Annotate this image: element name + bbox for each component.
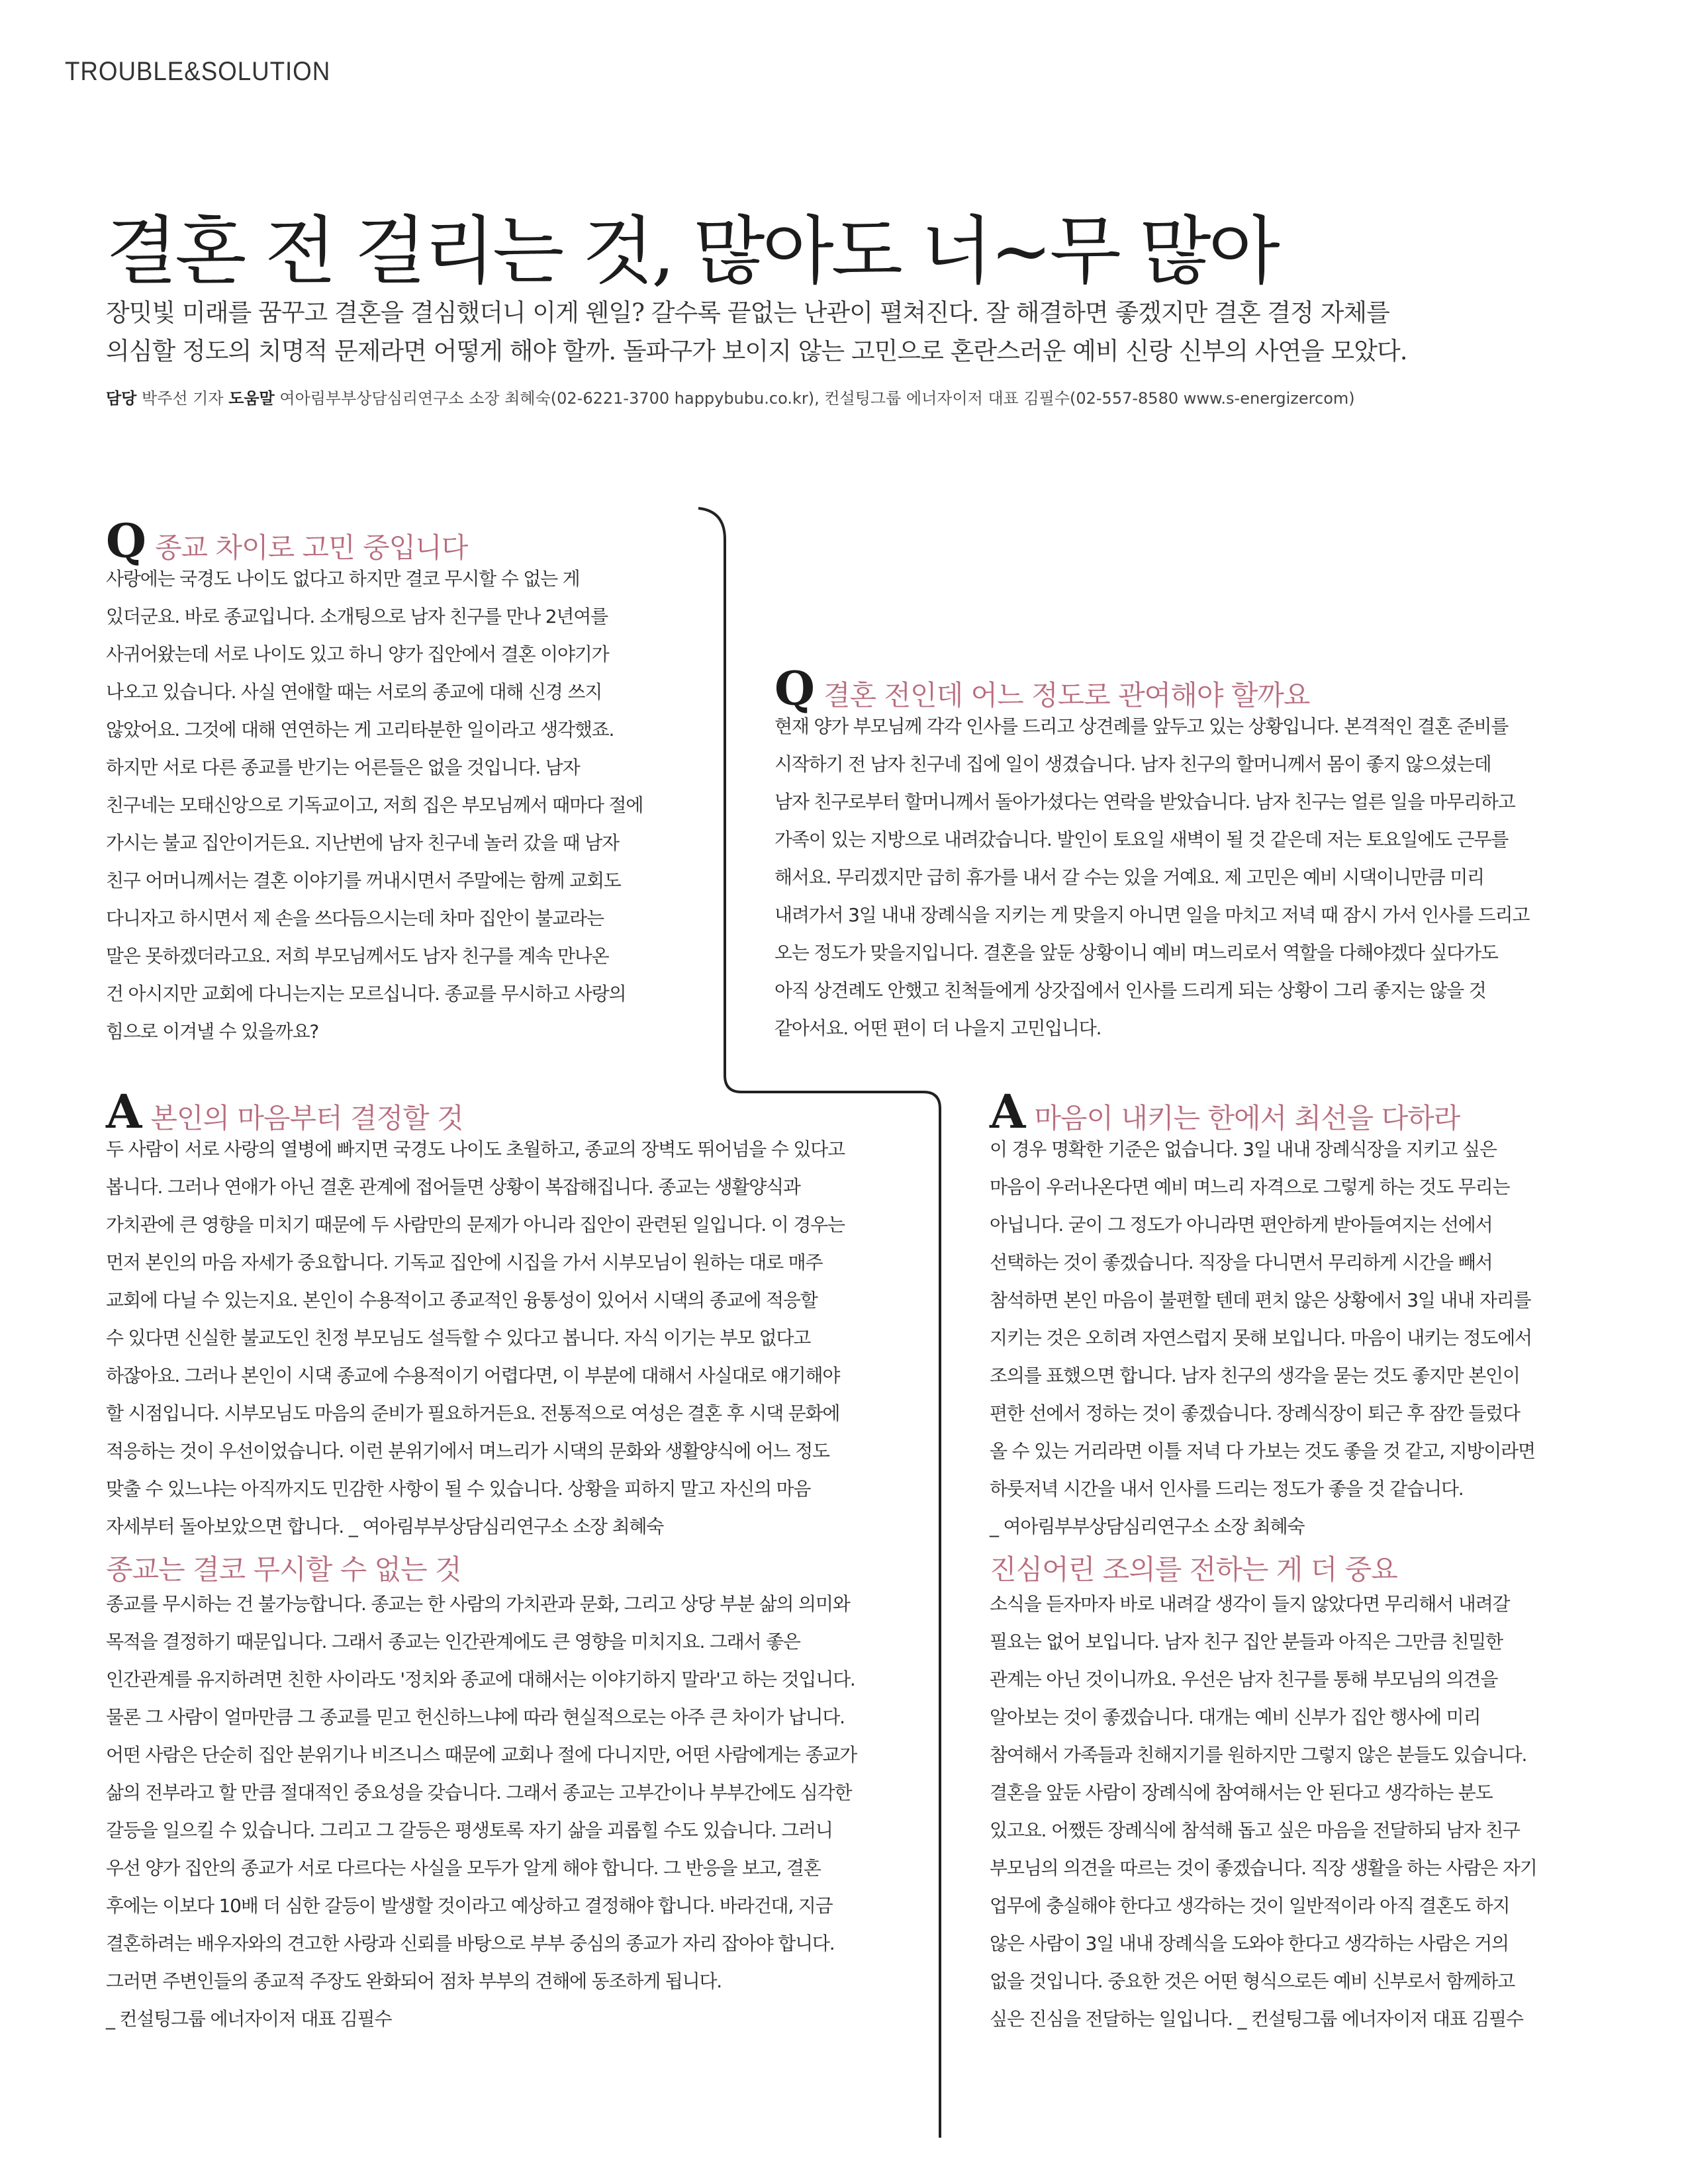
text-line: 할 시점입니다. 시부모님도 마음의 준비가 필요하거든요. 전통적으로 여성은 결혼 후 시댁 문화에 xyxy=(106,1402,840,1424)
text-line: 물론 그 사람이 얼마만큼 그 종교를 믿고 헌신하느냐에 따라 현실적으로는 아주 큰 차이가 납니다. xyxy=(106,1706,845,1728)
text-line: 교회에 다닐 수 있는지요. 본인이 수용적이고 종교적인 융통성이 있어서 시댁의 종교에 적응할 xyxy=(106,1289,818,1311)
answer-2-second-heading xyxy=(990,1548,1605,1585)
text-line: 올 수 있는 거리라면 이틀 저녁 다 가보는 것도 좋을 것 같고, 지방이라면 xyxy=(990,1440,1535,1462)
text-line: 가시는 불교 집안이거든요. 지난번에 남자 친구네 놀러 갔을 때 남자 xyxy=(106,832,619,854)
text-line: 않았어요. 그것에 대해 연연하는 게 고리타분한 일이라고 생각했죠. xyxy=(106,719,614,741)
text-line: 않은 사람이 3일 내내 장례식을 도와야 한다고 생각하는 사람은 거의 xyxy=(990,1933,1509,1954)
credit-advisors: 여아림부부상담심리연구소 소장 최혜숙(02-6221-3700 happybubu.co.kr), 컨설팅그룹 에너자이저 대표 김필수(02-557-8580 www.s-energizercom) xyxy=(274,389,1355,408)
text-line: 하룻저녁 시간을 내서 인사를 드리는 정도가 좋을 것 같습니다. xyxy=(990,1478,1464,1500)
text-line: 봅니다. 그러나 연애가 아닌 결혼 관계에 접어들면 상황이 복잡해집니다. 종교는 생활양식과 xyxy=(106,1176,800,1198)
answer-1-second-title: 종교는 결코 무시할 수 없는 것 xyxy=(106,1553,461,1586)
text-line: _ 여아림부부상담심리연구소 소장 최혜숙 xyxy=(990,1516,1305,1537)
question-1-title: 종교 차이로 고민 중입니다 xyxy=(154,531,468,564)
question-1-heading xyxy=(106,514,702,569)
question-1-body xyxy=(106,560,702,1050)
text-line: 어떤 사람은 단순히 집안 분위기나 비즈니스 때문에 교회나 절에 다니지만, 어떤 사람에게는 종교가 xyxy=(106,1744,857,1766)
text-line: 먼저 본인의 마음 자세가 중요합니다. 기독교 집안에 시집을 가서 시부모님이 원하는 대로 매주 xyxy=(106,1251,823,1273)
text-line: 건 아시지만 교회에 다니는지는 모르십니다. 종교를 무시하고 사랑의 xyxy=(106,983,626,1005)
question-2-heading xyxy=(774,661,1595,716)
text-line: 선택하는 것이 좋겠습니다. 직장을 다니면서 무리하게 시간을 빼서 xyxy=(990,1251,1493,1273)
text-line: 결혼하려는 배우자와의 견고한 사랑과 신뢰를 바탕으로 부부 중심의 종교가 자리 잡아야 합니다. xyxy=(106,1933,835,1954)
text-line: 다니자고 하시면서 제 손을 쓰다듬으시는데 차마 집안이 불교라는 xyxy=(106,907,604,929)
text-line: 관계는 아닌 것이니까요. 우선은 남자 친구를 통해 부모님의 의견을 xyxy=(990,1668,1498,1690)
text-line: 인간관계를 유지하려면 친한 사이라도 '정치와 종교에 대해서는 이야기하지 말라'고 하는 것입니다. xyxy=(106,1668,855,1690)
text-line: 현재 양가 부모님께 각각 인사를 드리고 상견례를 앞두고 있는 상황입니다. 본격적인 결혼 준비를 xyxy=(774,715,1509,737)
text-line: 남자 친구로부터 할머니께서 돌아가셨다는 연락을 받았습니다. 남자 친구는 얼른 일을 마무리하고 xyxy=(774,791,1515,813)
text-line: 후에는 이보다 10배 더 심한 갈등이 발생할 것이라고 예상하고 결정해야 합니다. 바라건대, 지금 xyxy=(106,1895,833,1917)
text-line: 이 경우 명확한 기준은 없습니다. 3일 내내 장례식장을 지키고 싶은 xyxy=(990,1138,1497,1160)
text-line: 우선 양가 집안의 종교가 서로 다르다는 사실을 모두가 알게 해야 합니다. 그 반응을 보고, 결혼 xyxy=(106,1857,821,1879)
text-line: 내려가서 3일 내내 장례식을 지키는 게 맞을지 아니면 일을 마치고 저녁 때 잠시 가서 인사를 드리고 xyxy=(774,904,1530,926)
text-line: 오는 정도가 맞을지입니다. 결혼을 앞둔 상황이니 예비 며느리로서 역할을 다해야겠다 싶다가도 xyxy=(774,942,1498,964)
page-title: 결혼 전 걸리는 것, 많아도 너~무 많아 xyxy=(106,208,1278,295)
section-label: TROUBLE&SOLUTION xyxy=(65,57,331,86)
answer-2-second-body xyxy=(990,1585,1605,2038)
text-line: 수 있다면 신실한 불교도인 친정 부모님도 설득할 수 있다고 봅니다. 자식 이기는 부모 없다고 xyxy=(106,1327,811,1349)
text-line: 업무에 충실해야 한다고 생각하는 것이 일반적이라 아직 결혼도 하지 xyxy=(990,1895,1510,1917)
text-line: 적응하는 것이 우선이었습니다. 이런 분위기에서 며느리가 시댁의 문화와 생활양식에 어느 정도 xyxy=(106,1440,829,1462)
text-line: 해서요. 무리겠지만 급히 휴가를 내서 갈 수는 있을 거예요. 제 고민은 예비 시댁이니만큼 미리 xyxy=(774,866,1484,888)
text-line: 말은 못하겠더라고요. 저희 부모님께서도 남자 친구를 계속 만나온 xyxy=(106,945,609,967)
lead-line: 장밋빛 미래를 꿈꾸고 결혼을 결심했더니 이게 웬일? 갈수록 끝없는 난관이 펼쳐진다. 잘 해결하면 좋겠지만 결혼 결정 자체를 xyxy=(106,298,1389,327)
text-line: 시작하기 전 남자 친구네 집에 일이 생겼습니다. 남자 친구의 할머니께서 몸이 좋지 않으셨는데 xyxy=(774,753,1491,775)
text-line: 편한 선에서 정하는 것이 좋겠습니다. 장례식장이 퇴근 후 잠깐 들렀다 xyxy=(990,1402,1520,1424)
text-line: 목적을 결정하기 때문입니다. 그래서 종교는 인간관계에도 큰 영향을 미치지요. 그래서 좋은 xyxy=(106,1631,800,1653)
text-line: 나오고 있습니다. 사실 연애할 때는 서로의 종교에 대해 신경 쓰지 xyxy=(106,681,602,703)
text-line: 가족이 있는 지방으로 내려갔습니다. 발인이 토요일 새벽이 될 것 같은데 저는 토요일에도 근무를 xyxy=(774,829,1509,850)
text-line: 있고요. 어쨌든 장례식에 참석해 돕고 싶은 마음을 전달하되 남자 친구 xyxy=(990,1819,1520,1841)
text-line: 알아보는 것이 좋겠습니다. 대개는 예비 신부가 집안 행사에 미리 xyxy=(990,1706,1481,1728)
answer-1-second-heading xyxy=(106,1548,927,1585)
text-line: 아직 상견례도 안했고 친척들에게 상갓집에서 인사를 드리게 되는 상황이 그리 좋지는 않을 것 xyxy=(774,979,1486,1001)
lead-line: 의심할 정도의 치명적 문제라면 어떻게 해야 할까. 돌파구가 보이지 않는 고민으로 혼란스러운 예비 신랑 신부의 사연을 모았다. xyxy=(106,337,1407,365)
credit-editor: 박주선 기자 xyxy=(136,389,229,408)
answer-1 xyxy=(106,1084,927,2038)
answer-2 xyxy=(990,1084,1605,2038)
answer-2-second-title: 진심어린 조의를 전하는 게 더 중요 xyxy=(990,1553,1397,1586)
text-line: 갈등을 일으킬 수 있습니다. 그리고 그 갈등은 평생토록 자기 삶을 괴롭힐 수도 있습니다. 그러니 xyxy=(106,1819,833,1841)
question-2 xyxy=(774,661,1595,1047)
text-line: 사귀어왔는데 서로 나이도 있고 하니 양가 집안에서 결혼 이야기가 xyxy=(106,643,609,665)
text-line: 참석하면 본인 마음이 불편할 텐데 편치 않은 상황에서 3일 내내 자리를 xyxy=(990,1289,1531,1311)
text-line: 두 사람이 서로 사랑의 열병에 빠지면 국경도 나이도 초월하고, 종교의 장벽도 뛰어넘을 수 있다고 xyxy=(106,1138,845,1160)
text-line: 종교를 무시하는 건 불가능합니다. 종교는 한 사람의 가치관과 문화, 그리고 상당 부분 삶의 의미와 xyxy=(106,1593,850,1615)
text-line: 삶의 전부라고 할 만큼 절대적인 중요성을 갖습니다. 그래서 종교는 고부간이나 부부간에도 심각한 xyxy=(106,1782,852,1803)
question-2-body xyxy=(774,707,1595,1047)
question-1 xyxy=(106,514,702,1050)
text-line: _ 컨설팅그룹 에너자이저 대표 김필수 xyxy=(106,2008,392,2030)
credit-label-editor: 담당 xyxy=(106,389,137,408)
answer-2-title: 마음이 내키는 한에서 최선을 다하라 xyxy=(1034,1102,1460,1134)
text-line: 참여해서 가족들과 친해지기를 원하지만 그렇지 않은 분들도 있습니다. xyxy=(990,1744,1527,1766)
text-line: 친구네는 모태신앙으로 기독교이고, 저희 집은 부모님께서 때마다 절에 xyxy=(106,794,643,816)
text-line: 있더군요. 바로 종교입니다. 소개팅으로 남자 친구를 만나 2년여를 xyxy=(106,606,608,627)
text-line: 같아서요. 어떤 편이 더 나을지 고민입니다. xyxy=(774,1017,1102,1039)
text-line: 자세부터 돌아보았으면 합니다. _ 여아림부부상담심리연구소 소장 최혜숙 xyxy=(106,1516,664,1537)
text-line: 부모님의 의견을 따르는 것이 좋겠습니다. 직장 생활을 하는 사람은 자기 xyxy=(990,1857,1537,1879)
text-line: 필요는 없어 보입니다. 남자 친구 집안 분들과 아직은 그만큼 친밀한 xyxy=(990,1631,1503,1653)
text-line: 마음이 우러나온다면 예비 며느리 자격으로 그렇게 하는 것도 무리는 xyxy=(990,1176,1510,1198)
text-line: 친구 어머니께서는 결혼 이야기를 꺼내시면서 주말에는 함께 교회도 xyxy=(106,870,621,891)
answer-2-heading xyxy=(990,1084,1605,1139)
text-line: 아닙니다. 굳이 그 정도가 아니라면 편안하게 받아들여지는 선에서 xyxy=(990,1214,1493,1236)
question-2-title: 결혼 전인데 어느 정도로 관여해야 할까요 xyxy=(823,679,1310,711)
answer-1-heading xyxy=(106,1084,927,1139)
credit-label-advice: 도움말 xyxy=(228,389,275,408)
text-line: 지키는 것은 오히려 자연스럽지 못해 보입니다. 마음이 내키는 정도에서 xyxy=(990,1327,1532,1349)
text-line: 맞출 수 있느냐는 아직까지도 민감한 사항이 될 수 있습니다. 상황을 피하지 말고 자신의 마음 xyxy=(106,1478,811,1500)
text-line: 가치관에 큰 영향을 미치기 때문에 두 사람만의 문제가 아니라 집안이 관련된 일입니다. 이 경우는 xyxy=(106,1214,845,1236)
text-line: 싶은 진심을 전달하는 일입니다. _ 컨설팅그룹 에너자이저 대표 김필수 xyxy=(990,2008,1523,2030)
text-line: 없을 것입니다. 중요한 것은 어떤 형식으로든 예비 신부로서 함께하고 xyxy=(990,1970,1515,1992)
text-line: 힘으로 이겨낼 수 있을까요? xyxy=(106,1021,319,1042)
answer-mark: A xyxy=(106,1084,142,1139)
answer-1-second-body xyxy=(106,1585,927,2038)
answer-mark: A xyxy=(990,1084,1025,1139)
answer-1-title: 본인의 마음부터 결정할 것 xyxy=(150,1102,463,1134)
text-line: 하잖아요. 그러나 본인이 시댁 종교에 수용적이기 어렵다면, 이 부분에 대해서 사실대로 얘기해야 xyxy=(106,1365,840,1387)
answer-2-body xyxy=(990,1130,1605,1545)
text-line: 결혼을 앞둔 사람이 장례식에 참여해서는 안 된다고 생각하는 분도 xyxy=(990,1782,1493,1803)
text-line: 소식을 듣자마자 바로 내려갈 생각이 들지 않았다면 무리해서 내려갈 xyxy=(990,1593,1510,1615)
question-mark: Q xyxy=(774,661,814,716)
text-line: 하지만 서로 다른 종교를 반기는 어른들은 없을 것입니다. 남자 xyxy=(106,756,580,778)
text-line: 그러면 주변인들의 종교적 주장도 완화되어 점차 부부의 견해에 동조하게 됩니다. xyxy=(106,1970,722,1992)
text-line: 사랑에는 국경도 나이도 없다고 하지만 결코 무시할 수 없는 게 xyxy=(106,568,580,590)
answer-1-body xyxy=(106,1130,927,1545)
question-mark: Q xyxy=(106,514,146,569)
text-line: 조의를 표했으면 합니다. 남자 친구의 생각을 묻는 것도 좋지만 본인이 xyxy=(990,1365,1520,1387)
